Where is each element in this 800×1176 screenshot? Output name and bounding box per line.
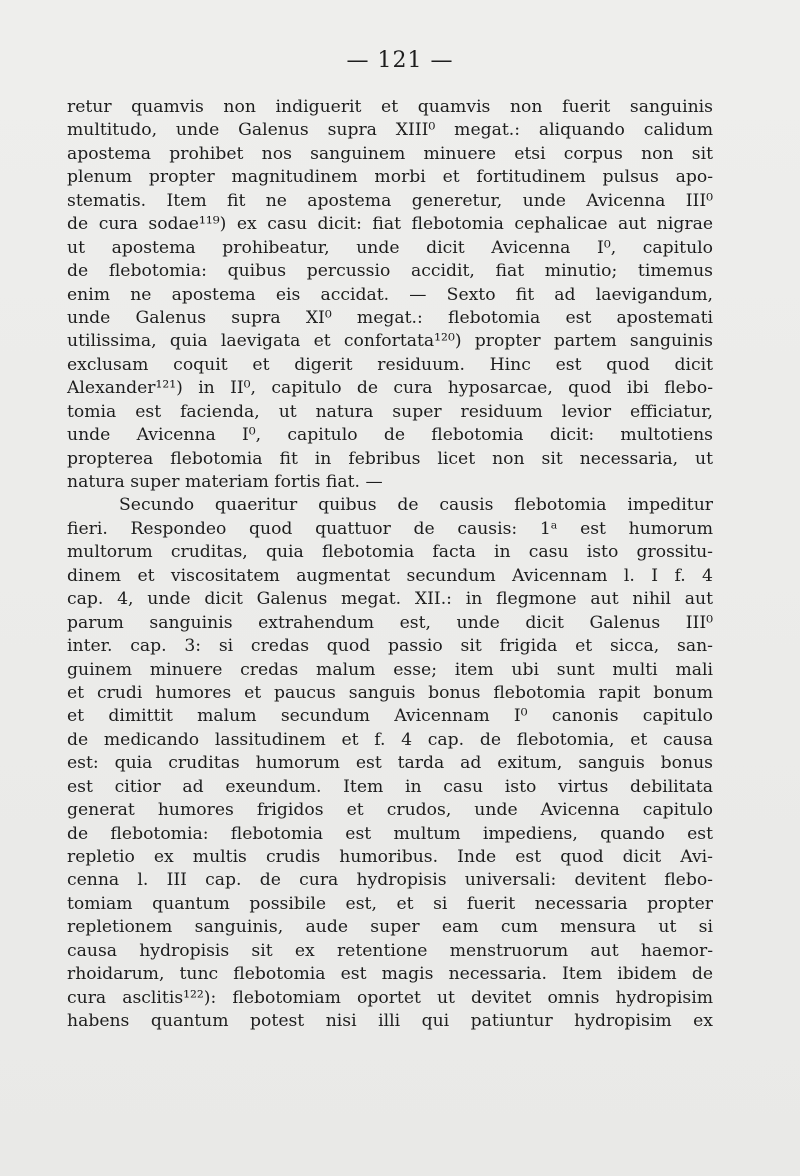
text-line: rhoidarum, tunc flebotomia est magis necessaria. Item ibidem de [67, 964, 713, 985]
text-line: natura super materiam fortis fiat. — [67, 472, 383, 492]
text-line: est: quia cruditas humorum est tarda ad exitum, sanguis bonus [67, 753, 713, 774]
text-line: repletio ex multis crudis humoribus. Inde est quod dicit Avi- [67, 847, 713, 867]
text-line: tomia est facienda, ut natura super residuum levior efficiatur, [67, 401, 713, 422]
text-line: multitudo, unde Galenus supra XIII⁰ megat.: aliquando calidum [67, 120, 713, 141]
text-line: est citior ad exeundum. Item in casu isto virtus debilitata [67, 776, 713, 797]
text-line: habens quantum potest nisi illi qui patiuntur hydropisim ex [67, 1011, 713, 1032]
text-line: fieri. Respondeo quod quattuor de causis: 1ᵃ est humorum [67, 518, 713, 539]
text-line: repletionem sanguinis, aude super eam cum mensura ut si [67, 917, 713, 938]
text-line: ut apostema prohibeatur, unde dicit Avicenna I⁰, capitulo [67, 237, 713, 258]
text-line: retur quamvis non indiguerit et quamvis non fuerit sanguinis [67, 97, 713, 117]
text-line: apostema prohibet nos sanguinem minuere etsi corpus non sit [67, 143, 713, 164]
text-line: cap. 4, unde dicit Galenus megat. XII.: in flegmone aut nihil aut [67, 589, 713, 610]
text-line: dinem et viscositatem augmentat secundum Avicennam l. I f. 4 [67, 565, 713, 586]
text-line: generat humores frigidos et crudos, unde Avicenna capitulo [67, 800, 713, 821]
text-line: stematis. Item fit ne apostema generetur, unde Avicenna III⁰ [67, 190, 713, 211]
text-line: multorum cruditas, quia flebotomia facta in casu isto grossitu- [67, 542, 713, 563]
text-line: Secundo quaeritur quibus de causis flebotomia impeditur [119, 495, 713, 516]
text-line: de flebotomia: flebotomia est multum impediens, quando est [67, 823, 713, 844]
text-line: unde Avicenna I⁰, capitulo de flebotomia dicit: multotiens [67, 425, 713, 446]
body-text [67, 96, 713, 1034]
text-line: Alexander¹²¹) in II⁰, capitulo de cura hyposarcae, quod ibi flebo- [67, 378, 713, 399]
text-line: unde Galenus supra XI⁰ megat.: flebotomia est apostemati [67, 307, 713, 328]
text-line: et crudi humores et paucus sanguis bonus flebotomia rapit bonum [67, 682, 713, 703]
text-line: propterea flebotomia fit in febribus licet non sit necessaria, ut [67, 448, 713, 469]
text-line: et dimittit malum secundum Avicennam I⁰ canonis capitulo [67, 706, 713, 727]
text-line: cura asclitis¹²²): flebotomiam oportet ut devitet omnis hydropisim [67, 987, 713, 1008]
text-line: guinem minuere credas malum esse; item ubi sunt multi mali [67, 659, 713, 680]
text-line: enim ne apostema eis accidat. — Sexto fit ad laevigandum, [67, 284, 713, 305]
text-line: utilissima, quia laevigata et confortata¹²⁰) propter partem sanguinis [67, 331, 713, 352]
text-line: de flebotomia: quibus percussio accidit, fiat minutio; timemus [67, 261, 713, 282]
text-line: inter. cap. 3: si credas quod passio sit frigida et sicca, san- [67, 636, 713, 657]
text-line: de medicando lassitudinem et f. 4 cap. de flebotomia, et causa [67, 729, 713, 750]
text-line: plenum propter magnitudinem morbi et fortitudinem pulsus apo- [67, 167, 713, 188]
text-line: de cura sodae¹¹⁹) ex casu dicit: fiat flebotomia cephalicae aut nigrae [67, 214, 713, 235]
text-line: cenna l. III cap. de cura hydropisis universali: devitent flebo- [67, 870, 713, 891]
text-line: tomiam quantum possibile est, et si fuerit necessaria propter [67, 893, 713, 914]
text-line: parum sanguinis extrahendum est, unde dicit Galenus III⁰ [67, 612, 713, 633]
text-line: causa hydropisis sit ex retentione menstruorum aut haemor- [67, 940, 713, 961]
text-line: exclusam coquit et digerit residuum. Hinc est quod dicit [67, 354, 713, 375]
page-number: — 121 — [346, 48, 454, 73]
